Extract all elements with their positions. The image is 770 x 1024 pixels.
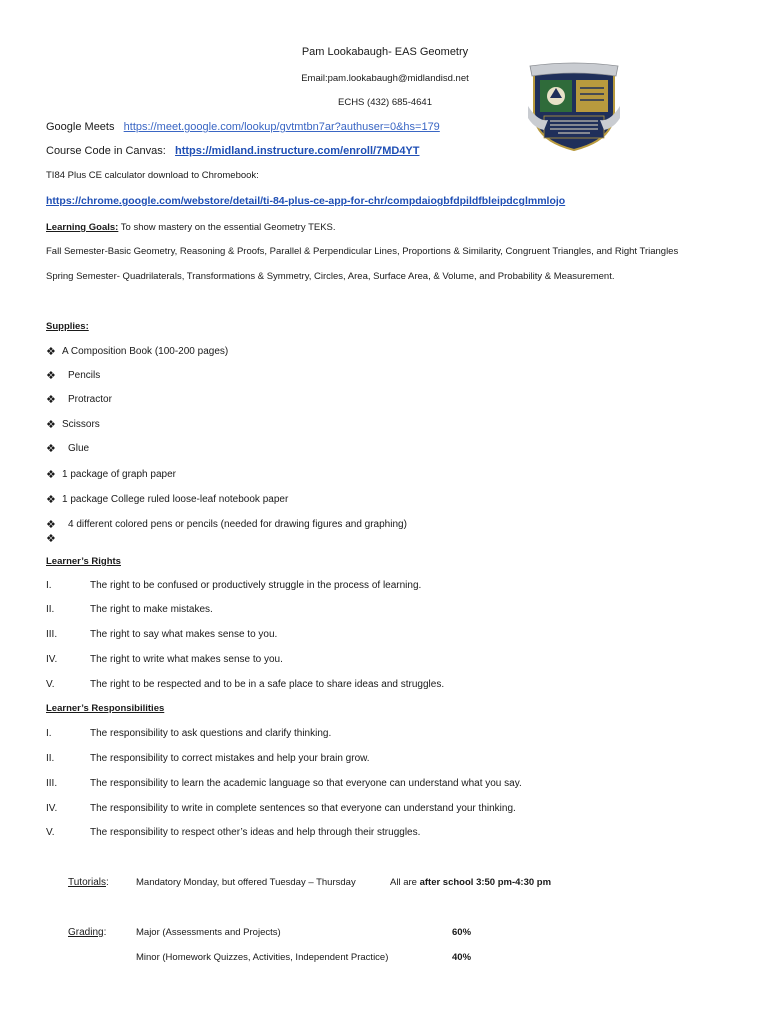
grading-colon: : <box>103 927 107 938</box>
bullet-icon: ❖ <box>46 346 56 358</box>
list-number: IV. <box>46 803 58 814</box>
canvas-code-line <box>46 145 420 157</box>
list-number: II. <box>46 753 55 764</box>
page-title: Pam Lookabaugh- EAS Geometry <box>301 46 469 58</box>
canvas-enroll-link[interactable]: https://midland.instructure.com/enroll/7MD4YT <box>175 145 420 157</box>
google-meets-link[interactable]: https://meet.google.com/lookup/gvtmtbn7ar?authuser=0&hs=179 <box>123 121 440 133</box>
list-number: V. <box>46 679 55 690</box>
list-number: I. <box>46 728 52 739</box>
list-number: IV. <box>46 654 58 665</box>
google-meets-line <box>46 121 440 133</box>
calculator-line <box>46 195 565 207</box>
tutorials-time-line <box>390 877 551 888</box>
grading-percent: 60% <box>452 927 472 938</box>
bullet-icon: ❖ <box>46 519 56 531</box>
bullet-icon: ❖ <box>46 419 56 431</box>
responsibilities-heading: Learner’s Responsibilities <box>46 703 165 714</box>
supply-item: A Composition Book (100-200 pages) <box>62 346 229 357</box>
supply-item: 4 different colored pens or pencils (needed for drawing figures and graphing) <box>68 519 407 530</box>
bullet-icon: ❖ <box>46 443 56 455</box>
list-number: III. <box>46 778 58 789</box>
supply-item: Pencils <box>68 370 101 381</box>
grading-category: Major (Assessments and Projects) <box>136 927 281 938</box>
tutorials-label-line <box>68 877 109 888</box>
responsibility-item: The responsibility to write in complete sentences so that everyone can understand your thinking. <box>90 803 516 814</box>
tutorials-label: Tutorials <box>68 877 106 888</box>
supply-item: Glue <box>68 443 90 454</box>
spring-semester-text: Spring Semester- Quadrilaterals, Transformations & Symmetry, Circles, Area, Surface Area, & Volume, and Probability & Measurement. <box>46 271 615 282</box>
right-item: The right to be respected and to be in a safe place to share ideas and struggles. <box>90 679 445 690</box>
google-meets-label: Google Meets <box>46 121 115 133</box>
responsibility-item: The responsibility to correct mistakes and help your brain grow. <box>90 753 370 764</box>
tutorials-colon: : <box>105 877 109 888</box>
learning-goals-label: Learning Goals: <box>46 222 119 233</box>
calculator-download-link[interactable]: https://chrome.google.com/webstore/detail/ti-84-plus-ce-app-for-chr/compdaiogbfdpildfbleipdcglmmlojo <box>46 195 566 207</box>
supply-item: 1 package College ruled loose-leaf notebook paper <box>62 494 289 505</box>
list-number: V. <box>46 827 55 838</box>
supplies-heading: Supplies: <box>46 321 89 332</box>
bullet-icon: ❖ <box>46 370 56 382</box>
learning-goals-line <box>46 222 336 233</box>
bullet-icon: ❖ <box>46 469 56 481</box>
list-number: I. <box>46 580 52 591</box>
right-item: The right to write what makes sense to you. <box>90 654 283 665</box>
tutorials-schedule: Mandatory Monday, but offered Tuesday – Thursday <box>136 877 356 888</box>
tutorials-all-are: All are <box>390 877 420 888</box>
rights-heading: Learner’s Rights <box>46 556 121 567</box>
phone-line: ECHS (432) 685-4641 <box>338 97 432 108</box>
calculator-label: TI84 Plus CE calculator download to Chromebook: <box>46 170 259 181</box>
tutorials-time: after school 3:50 pm-4:30 pm <box>419 877 552 888</box>
responsibility-item: The responsibility to ask questions and clarify thinking. <box>90 728 332 739</box>
responsibility-item: The responsibility to learn the academic language so that everyone can understand what you say. <box>90 778 522 789</box>
email-line: Email:pam.lookabaugh@midlandisd.net <box>301 73 469 84</box>
supply-item: Scissors <box>62 419 100 430</box>
supply-item: Protractor <box>68 394 112 405</box>
responsibility-item: The responsibility to respect other’s ideas and help through their struggles. <box>90 827 421 838</box>
right-item: The right to make mistakes. <box>90 604 213 615</box>
right-item: The right to say what makes sense to you. <box>90 629 278 640</box>
canvas-label: Course Code in Canvas: <box>46 145 166 157</box>
supply-item: 1 package of graph paper <box>62 469 176 480</box>
bullet-icon: ❖ <box>46 533 56 545</box>
school-seal-logo <box>528 62 620 152</box>
learning-goals-text: To show mastery on the essential Geometry TEKS. <box>118 222 336 233</box>
right-item: The right to be confused or productively struggle in the process of learning. <box>90 580 422 591</box>
grading-label: Grading <box>68 927 104 938</box>
grading-percent: 40% <box>452 952 472 963</box>
bullet-icon: ❖ <box>46 394 56 406</box>
fall-semester-text: Fall Semester-Basic Geometry, Reasoning & Proofs, Parallel & Perpendicular Lines, Proportions & Similarity, Congruent Triangles, and Right Triangles <box>46 246 679 257</box>
list-number: III. <box>46 629 58 640</box>
grading-category: Minor (Homework Quizzes, Activities, Independent Practice) <box>136 952 389 963</box>
list-number: II. <box>46 604 55 615</box>
grading-label-line <box>68 927 106 938</box>
bullet-icon: ❖ <box>46 494 56 506</box>
